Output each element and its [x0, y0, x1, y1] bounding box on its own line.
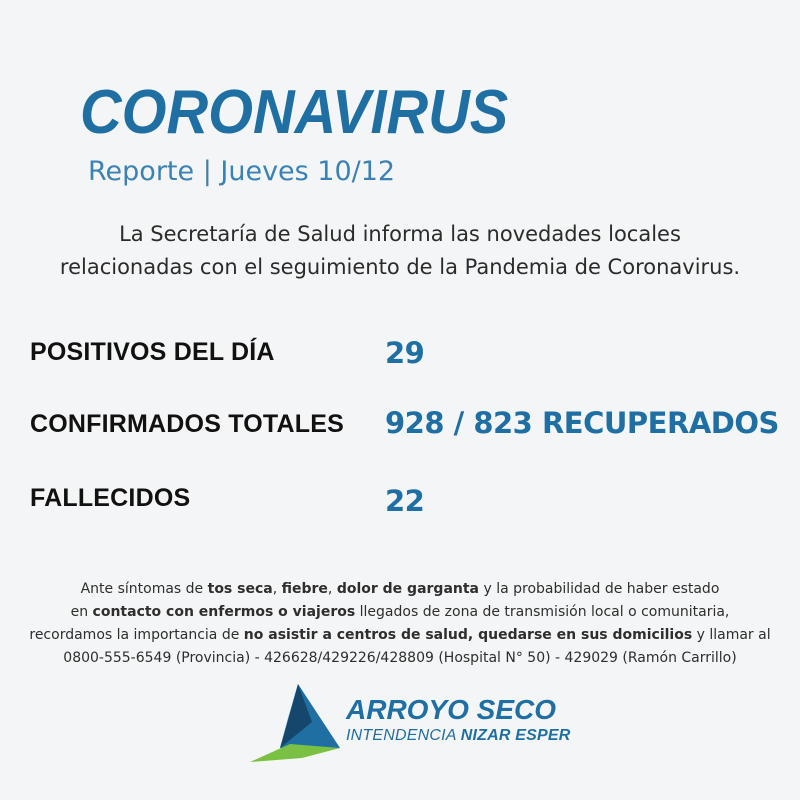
footnote-line-3: recordamos la importancia de no asistir a centros de salud, quedarse en sus domicilios y llamar al: [29, 627, 771, 643]
positivos-label: POSITIVOS DEL DÍA: [30, 338, 275, 366]
report-date-subtitle: Reporte | Jueves 10/12: [88, 156, 396, 187]
footnote: [0, 578, 800, 670]
logo-title: ARROYO SECO: [346, 694, 557, 725]
page-title: CORONAVIRUS: [80, 78, 509, 147]
arroyo-seco-logo-icon: [250, 682, 340, 764]
confirmados-value: 928 / 823 RECUPERADOS: [385, 406, 779, 440]
footnote-line-1: Ante síntomas de tos seca, fiebre, dolor de garganta y la probabilidad de haber estado: [80, 581, 720, 597]
confirmados-label: CONFIRMADOS TOTALES: [30, 410, 344, 438]
logo-subtitle: INTENDENCIA NIZAR ESPER: [346, 727, 571, 744]
positivos-value: 29: [385, 336, 425, 370]
fallecidos-label: FALLECIDOS: [30, 484, 191, 512]
fallecidos-value: 22: [385, 484, 425, 518]
intro-line-2: relacionadas con el seguimiento de la Pandemia de Coronavirus.: [59, 255, 741, 279]
footnote-line-2: en contacto con enfermos o viajeros llegados de zona de transmisión local o comunitaria,: [70, 604, 730, 620]
intro-line-1: La Secretaría de Salud informa las novedades locales: [119, 222, 681, 246]
intro-paragraph: [0, 218, 800, 284]
footnote-line-4: 0800-555-6549 (Provincia) - 426628/429226/428809 (Hospital N° 50) - 429029 (Ramón Carrillo): [63, 650, 737, 666]
